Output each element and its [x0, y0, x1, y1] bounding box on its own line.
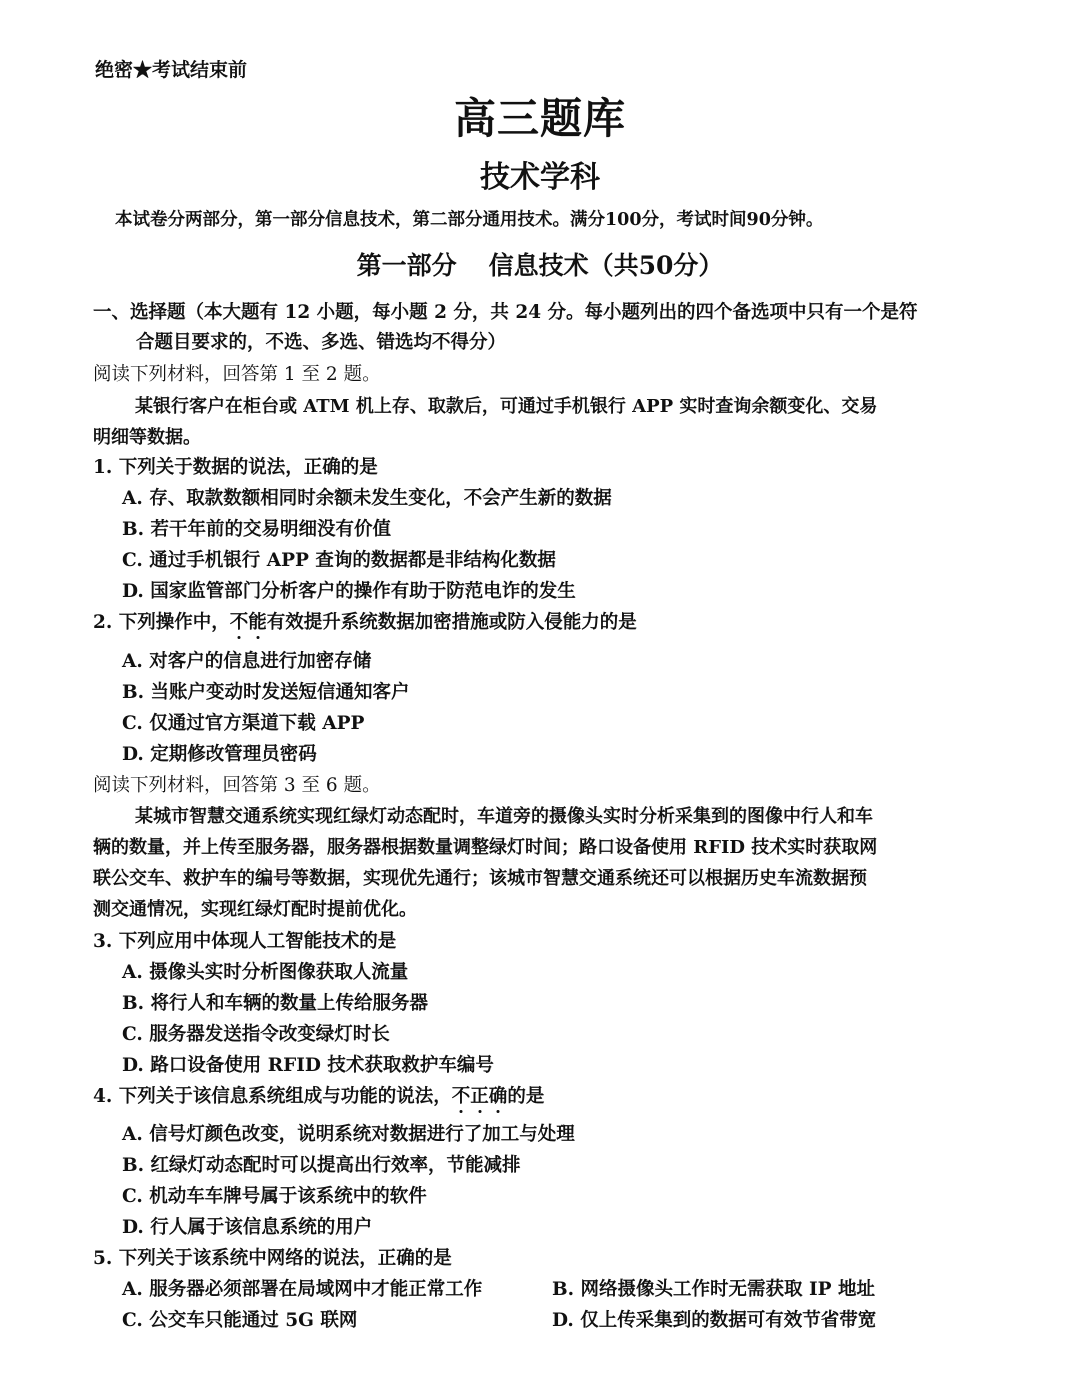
- q5-option-c: C. 公交车只能通过 5G 联网: [122, 1310, 358, 1331]
- section-heading-line2: 合题目要求的，不选、多选、错选均不得分）: [136, 332, 507, 353]
- material1-prompt: 阅读下列材料，回答第 1 至 2 题。: [93, 364, 381, 385]
- q4-emphasis-char-3: 确: [488, 1086, 508, 1107]
- q4-option-d: D. 行人属于该信息系统的用户: [122, 1217, 373, 1238]
- q4-option-a: A. 信号灯颜色改变，说明系统对数据进行了加工与处理: [122, 1124, 575, 1145]
- part-heading: [0, 246, 1080, 282]
- q1-option-a: A. 存、取款数额相同时余额未发生变化，不会产生新的数据: [122, 488, 612, 509]
- q4-stem-post: 的是: [507, 1086, 545, 1107]
- q2-option-d: D. 定期修改管理员密码: [122, 744, 317, 765]
- q1-option-c: C. 通过手机银行 APP 查询的数据都是非结构化数据: [122, 550, 556, 571]
- material2-line1: 某城市智慧交通系统实现红绿灯动态配时，车道旁的摄像头实时分析采集到的图像中行人和车: [135, 806, 873, 827]
- q2-stem-pre: 2. 下列操作中，: [93, 612, 230, 633]
- q4-emphasis-char-2: 正: [470, 1086, 489, 1107]
- subject-title: 技术学科: [480, 160, 600, 195]
- q4-option-b: B. 红绿灯动态配时可以提高出行效率，节能减排: [122, 1155, 521, 1176]
- q2-stem-post: 有效提升系统数据加密措施或防入侵能力的是: [266, 612, 637, 633]
- material2-prompt: 阅读下列材料，回答第 3 至 6 题。: [93, 775, 381, 796]
- confidential-label: 绝密★考试结束前: [95, 59, 248, 81]
- q5-option-d: D. 仅上传采集到的数据可有效节省带宽: [552, 1310, 877, 1331]
- material2-line3: 联公交车、救护车的编号等数据，实现优先通行；该城市智慧交通系统还可以根据历史车流数据预: [93, 868, 867, 889]
- q3-option-d: D. 路口设备使用 RFID 技术获取救护车编号: [122, 1055, 494, 1076]
- q1-option-b: B. 若干年前的交易明细没有价值: [122, 519, 392, 540]
- q3-option-b: B. 将行人和车辆的数量上传给服务器: [122, 993, 429, 1014]
- exam-intro: 本试卷分两部分，第一部分信息技术，第二部分通用技术。满分100分，考试时间90分钟。: [115, 210, 824, 230]
- q5-option-b: B. 网络摄像头工作时无需获取 IP 地址: [552, 1279, 875, 1300]
- q2-option-b: B. 当账户变动时发送短信通知客户: [122, 682, 410, 703]
- q1-option-d: D. 国家监管部门分析客户的操作有助于防范电诈的发生: [122, 581, 576, 602]
- q3-option-c: C. 服务器发送指令改变绿灯时长: [122, 1024, 390, 1045]
- q2-emphasis-char-2: 能: [248, 612, 267, 633]
- part-subtitle: 信息技术（共50分）: [488, 251, 724, 280]
- material2-line2: 辆的数量，并上传至服务器，服务器根据数量调整绿灯时间；路口设备使用 RFID 技术实时获取网: [93, 837, 878, 858]
- material1-line2: 明细等数据。: [93, 427, 201, 448]
- section-heading-line1: 一、选择题（本大题有 12 小题，每小题 2 分，共 24 分。每小题列出的四个备选项中只有一个是符: [93, 302, 918, 323]
- q3-option-a: A. 摄像头实时分析图像获取人流量: [122, 962, 409, 983]
- q4-stem: [93, 1082, 544, 1108]
- material2-line4: 测交通情况，实现红绿灯配时提前优化。: [93, 899, 417, 920]
- q5-stem: 5. 下列关于该系统中网络的说法，正确的是: [93, 1248, 452, 1269]
- page-title: 高三题库: [453, 94, 626, 143]
- material1-line1: 某银行客户在柜台或 ATM 机上存、取款后，可通过手机银行 APP 实时查询余额变化、交易: [135, 396, 878, 417]
- q4-emphasis-char-1: 不: [451, 1086, 471, 1107]
- q5-option-a: A. 服务器必须部署在局域网中才能正常工作: [122, 1279, 483, 1300]
- q4-stem-pre: 4. 下列关于该信息系统组成与功能的说法，: [93, 1086, 452, 1107]
- q3-stem: 3. 下列应用中体现人工智能技术的是: [93, 931, 397, 952]
- q2-stem: [93, 608, 637, 634]
- q2-option-a: A. 对客户的信息进行加密存储: [122, 651, 372, 672]
- part-title: 第一部分: [356, 251, 457, 280]
- q1-stem: 1. 下列关于数据的说法，正确的是: [93, 457, 378, 478]
- q4-option-c: C. 机动车车牌号属于该系统中的软件: [122, 1186, 427, 1207]
- q2-option-c: C. 仅通过官方渠道下载 APP: [122, 713, 365, 734]
- q2-emphasis-char-1: 不: [229, 612, 249, 633]
